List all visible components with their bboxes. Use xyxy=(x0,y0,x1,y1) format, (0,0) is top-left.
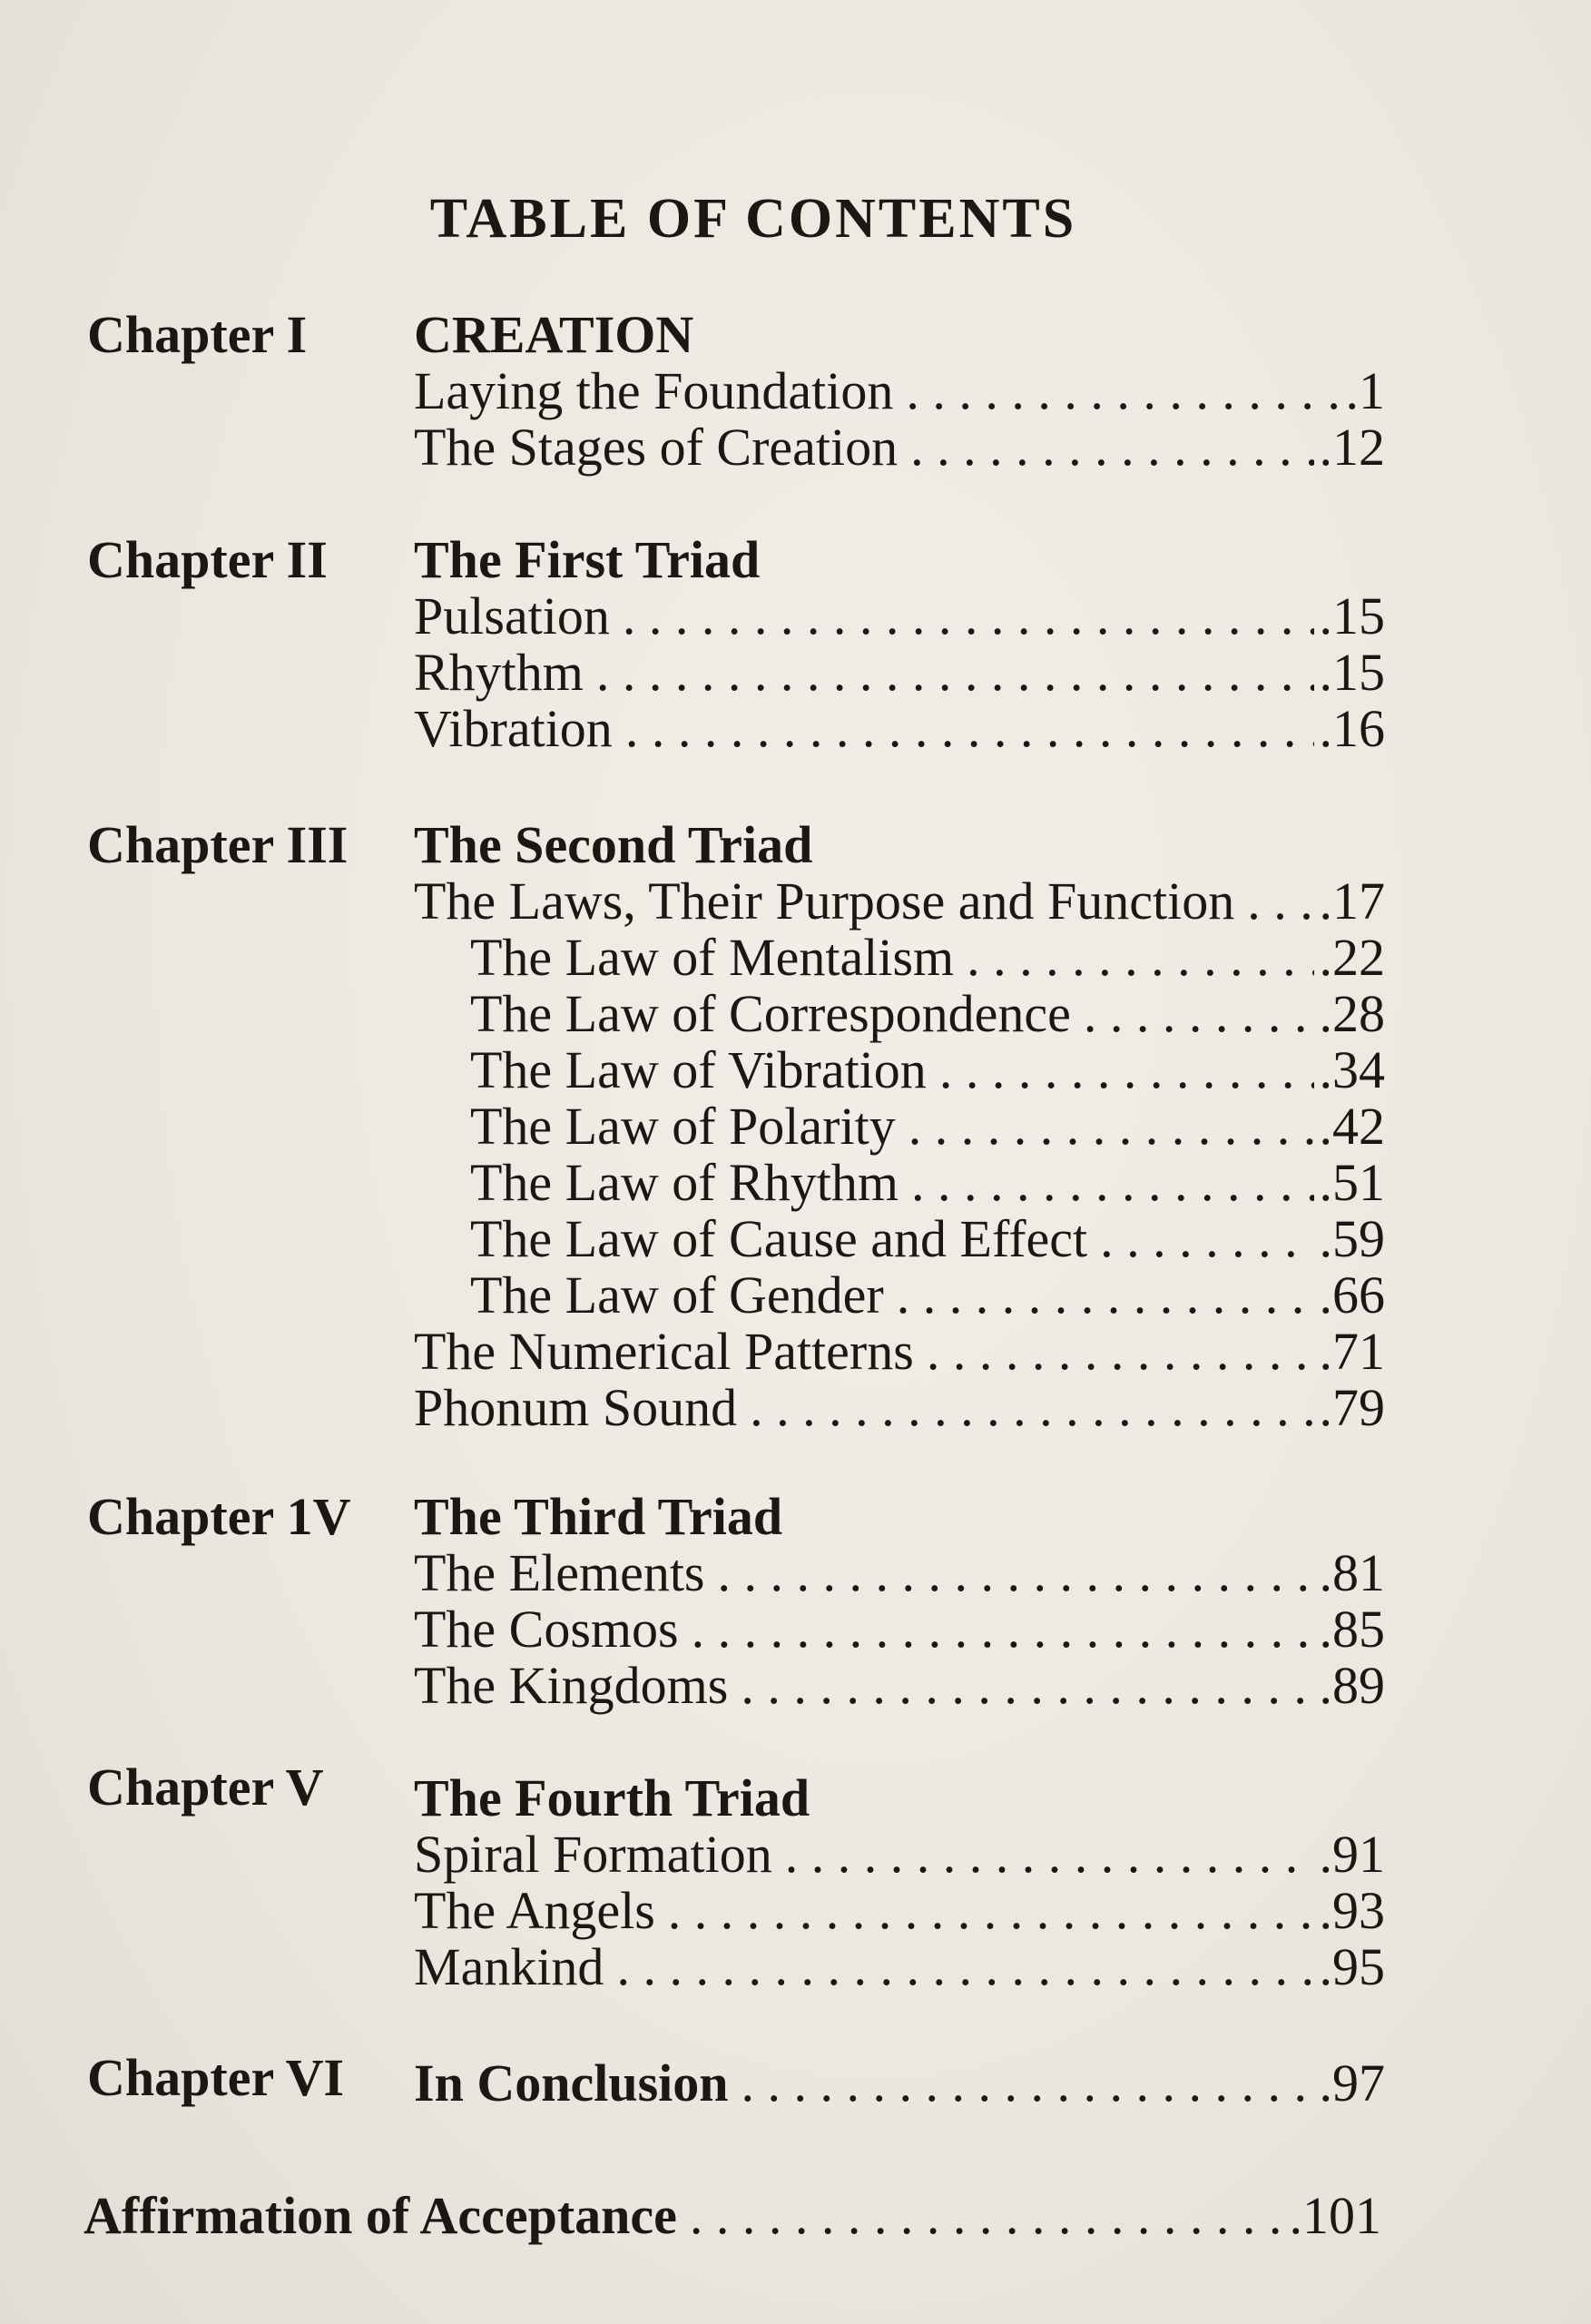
entry-title: The Numerical Patterns xyxy=(414,1322,914,1381)
entry-title: The Cosmos xyxy=(414,1600,679,1659)
dot-leader xyxy=(741,1658,1313,1714)
entry-title: Phonum Sound xyxy=(414,1378,738,1437)
entry-page: .17 xyxy=(1319,872,1385,931)
entry-page: .22 xyxy=(1319,928,1385,987)
entry-title: Mankind xyxy=(414,1937,604,1996)
entry-page: .59 xyxy=(1319,1209,1385,1268)
entry-title: Pulsation xyxy=(414,586,610,645)
dot-leader xyxy=(750,1380,1313,1436)
toc-entry[interactable] xyxy=(414,1939,1385,1995)
chapter-label: Chapter III xyxy=(87,815,349,874)
toc-entry[interactable] xyxy=(414,1324,1385,1380)
entry-page: .34 xyxy=(1319,1040,1385,1099)
chapter-body xyxy=(414,532,1385,757)
chapter-heading: The Second Triad xyxy=(414,815,813,874)
dot-leader xyxy=(927,1324,1314,1380)
entry-title: The Kingdoms xyxy=(414,1656,729,1715)
chapter-label: Chapter I xyxy=(87,305,308,364)
dot-leader xyxy=(616,1939,1313,1995)
entry-title: The Law of Correspondence xyxy=(470,984,1071,1043)
entry-page: .95 xyxy=(1319,1937,1385,1996)
dot-leader xyxy=(1247,873,1313,930)
toc-entry[interactable] xyxy=(414,419,1385,476)
toc-entry[interactable] xyxy=(414,986,1385,1042)
toc-entry[interactable] xyxy=(414,1601,1385,1658)
chapter-heading: The First Triad xyxy=(414,530,761,589)
dot-leader xyxy=(718,1545,1314,1601)
chapter-heading: CREATION xyxy=(414,305,694,364)
toc-entry[interactable] xyxy=(414,1267,1385,1324)
dot-leader xyxy=(1100,1211,1313,1267)
dot-leader xyxy=(741,2055,1314,2112)
entry-page: .12 xyxy=(1319,418,1385,477)
entry-title: The Law of Gender xyxy=(470,1265,884,1324)
dot-leader xyxy=(625,701,1314,757)
entry-page: .28 xyxy=(1319,984,1385,1043)
chapter-body xyxy=(414,817,1385,1436)
entry-title: The Law of Cause and Effect xyxy=(470,1209,1088,1268)
dot-leader xyxy=(910,419,1313,476)
chapter-heading: The Third Triad xyxy=(414,1487,783,1546)
chapter-body xyxy=(414,1770,1385,1995)
toc-entry[interactable] xyxy=(414,1883,1385,1939)
toc-entry[interactable] xyxy=(414,1658,1385,1714)
entry-page: .97 xyxy=(1319,2053,1385,2112)
entry-page: .42 xyxy=(1319,1097,1385,1156)
dot-leader xyxy=(668,1883,1314,1939)
entry-title: Vibration xyxy=(414,699,613,758)
dot-leader xyxy=(692,1601,1314,1658)
entry-page: .81 xyxy=(1319,1543,1385,1602)
entry-page: .91 xyxy=(1319,1825,1385,1884)
toc-entry[interactable] xyxy=(414,1042,1385,1098)
toc-entry[interactable] xyxy=(414,588,1385,645)
toc-entry[interactable] xyxy=(414,930,1385,986)
chapter-body xyxy=(414,1489,1385,1714)
toc-entry[interactable] xyxy=(414,363,1385,419)
dot-leader xyxy=(596,645,1314,701)
entry-title: The Laws, Their Purpose and Function xyxy=(414,872,1235,931)
toc-entry[interactable] xyxy=(414,2055,1385,2112)
chapter-heading: In Conclusion xyxy=(414,2053,729,2112)
toc-entry[interactable] xyxy=(414,701,1385,757)
entry-title: Spiral Formation xyxy=(414,1825,772,1884)
entry-page: .66 xyxy=(1319,1265,1385,1324)
entry-title: The Law of Polarity xyxy=(470,1097,896,1156)
entry-title: The Law of Rhythm xyxy=(470,1153,899,1212)
toc-entry[interactable] xyxy=(414,1827,1385,1883)
entry-page: .15 xyxy=(1319,586,1385,645)
entry-title: Laying the Foundation xyxy=(414,361,894,420)
affirmation-section xyxy=(83,2188,1381,2244)
chapter-heading: The Fourth Triad xyxy=(414,1768,810,1827)
entry-title: Rhythm xyxy=(414,643,584,702)
entry-page: .93 xyxy=(1319,1881,1385,1940)
toc-entry[interactable] xyxy=(414,873,1385,930)
toc-entry[interactable] xyxy=(414,1545,1385,1601)
entry-title: The Elements xyxy=(414,1543,705,1602)
affirmation-title: Affirmation of Acceptance xyxy=(83,2186,677,2245)
entry-page: .71 xyxy=(1319,1322,1385,1381)
chapter-label: Chapter II xyxy=(87,530,328,589)
entry-page: .79 xyxy=(1319,1378,1385,1437)
entry-page: .1 xyxy=(1345,361,1385,420)
entry-page: .16 xyxy=(1319,699,1385,758)
toc-entry[interactable] xyxy=(414,645,1385,701)
entry-page: .89 xyxy=(1319,1656,1385,1715)
entry-page: .85 xyxy=(1319,1600,1385,1659)
dot-leader xyxy=(908,1098,1314,1155)
dot-leader xyxy=(623,588,1314,645)
dot-leader xyxy=(897,1267,1314,1324)
chapter-body xyxy=(414,307,1385,476)
entry-title: The Angels xyxy=(414,1881,655,1940)
dot-leader xyxy=(911,1155,1314,1211)
dot-leader xyxy=(906,363,1340,419)
entry-page: .101 xyxy=(1289,2186,1381,2245)
toc-entry[interactable] xyxy=(414,1155,1385,1211)
entry-page: .15 xyxy=(1319,643,1385,702)
page-title: TABLE OF CONTENTS xyxy=(429,188,1077,250)
dot-leader xyxy=(785,1827,1314,1883)
chapter-label: Chapter VI xyxy=(87,2048,345,2107)
entry-title: The Law of Vibration xyxy=(470,1040,927,1099)
dot-leader xyxy=(690,2188,1284,2244)
toc-entry[interactable] xyxy=(414,1380,1385,1436)
chapter-label: Chapter V xyxy=(87,1758,324,1817)
dot-leader xyxy=(967,930,1313,986)
entry-page: .51 xyxy=(1319,1153,1385,1212)
entry-title: The Law of Mentalism xyxy=(470,928,955,987)
entry-title: The Stages of Creation xyxy=(414,418,899,477)
chapter-body xyxy=(414,2055,1385,2112)
dot-leader xyxy=(939,1042,1314,1098)
toc-entry[interactable] xyxy=(414,1211,1385,1267)
toc-entry[interactable] xyxy=(414,1098,1385,1155)
dot-leader xyxy=(1084,986,1314,1042)
chapter-label: Chapter 1V xyxy=(87,1487,351,1546)
toc-entry[interactable] xyxy=(83,2188,1381,2244)
